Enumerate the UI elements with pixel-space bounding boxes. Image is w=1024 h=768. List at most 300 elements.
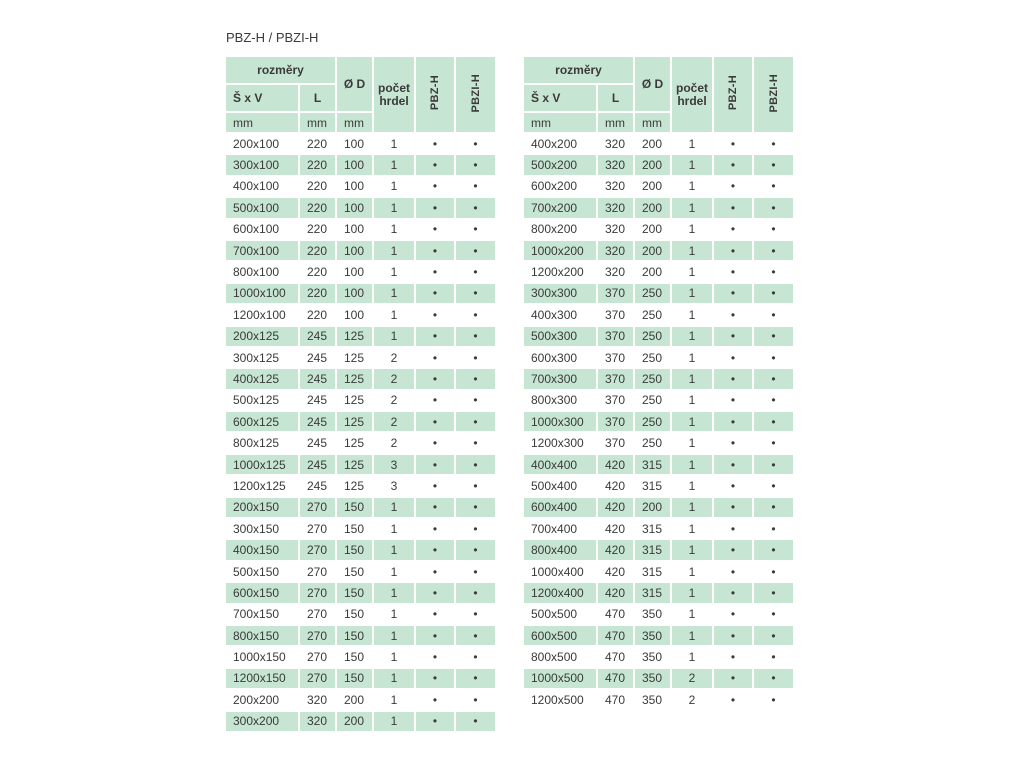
pbz-h-bullet-cell: • [730,265,736,280]
dimension-cell: 1000x400 [531,564,584,579]
pbz-h-bullet-cell: • [416,412,454,431]
length-cell: 420 [605,521,626,536]
diameter-cell: 100 [337,155,372,174]
table-row [524,669,793,688]
table-row [524,540,793,559]
length-cell: 320 [598,241,633,260]
dimension-cell: 800x400 [524,540,596,559]
dimension-cell: 500x200 [524,155,596,174]
dimension-cell: 1000x125 [226,455,298,474]
dimension-cell: 1200x125 [233,478,286,493]
outlet-count-cell: 2 [390,350,398,365]
length-cell: 270 [307,607,328,622]
pbzi-h-bullet-cell: • [473,222,478,237]
length-cell: 370 [598,327,633,346]
header-diameter: Ø D [337,57,372,111]
diameter-cell: 150 [337,626,372,645]
length-cell: 270 [300,669,335,688]
pbzi-h-bullet-cell: • [473,521,478,536]
length-cell: 420 [605,564,626,579]
outlet-count-cell: 2 [374,412,414,431]
pbz-h-bullet-cell: • [730,607,736,622]
length-cell: 245 [300,455,335,474]
table-row [226,540,495,559]
pbz-h-bullet-cell: • [432,350,438,365]
pbz-h-bullet-cell: • [714,455,752,474]
pbzi-h-bullet-cell: • [456,669,495,688]
outlet-count-cell: 1 [390,692,398,707]
dimension-cell: 200x150 [226,498,298,517]
pbz-h-bullet-cell: • [416,712,454,731]
pbz-h-bullet-cell: • [416,241,454,260]
length-cell: 470 [605,692,626,707]
pbzi-h-bullet-cell: • [754,498,793,517]
table-row [226,455,495,474]
outlet-count-cell: 1 [688,179,696,194]
dimension-cell: 1000x150 [233,650,286,665]
table-row [524,562,793,581]
diameter-cell: 125 [344,478,365,493]
table-row [226,476,495,495]
length-cell: 270 [300,498,335,517]
table-row [524,284,793,303]
dimension-cell: 300x150 [233,521,280,536]
table-row [226,327,495,346]
diameter-cell: 250 [635,327,670,346]
pbzi-h-bullet-cell: • [473,650,478,665]
pbzi-h-bullet-cell: • [456,327,495,346]
pbz-h-bullet-cell: • [416,455,454,474]
length-cell: 270 [300,540,335,559]
pbz-h-bullet-cell: • [714,498,752,517]
dimension-cell: 700x100 [226,241,298,260]
outlet-count-cell: 1 [688,564,696,579]
length-cell: 270 [307,521,328,536]
table-row [524,476,793,495]
dimension-cell: 200x100 [233,136,280,151]
pbz-h-bullet-cell: • [714,540,752,559]
pbzi-h-vertical-label: PBZI-H [767,73,780,113]
diameter-cell: 200 [635,241,670,260]
table-row [524,412,793,431]
diameter-cell: 250 [642,350,663,365]
unit-label-sxv: mm [524,113,596,132]
pbz-h-bullet-cell: • [730,692,736,707]
pbz-h-bullet-cell: • [432,650,438,665]
outlet-count-cell: 1 [672,327,712,346]
pbzi-h-bullet-cell: • [456,198,495,217]
outlet-count-cell: 3 [390,478,398,493]
diameter-cell: 150 [344,607,365,622]
diameter-cell: 100 [337,241,372,260]
pbz-h-bullet-cell: • [432,136,438,151]
pbz-h-bullet-cell: • [714,327,752,346]
outlet-count-cell: 1 [374,583,414,602]
length-cell: 245 [300,369,335,388]
pbz-h-bullet-cell: • [416,155,454,174]
unit-label-l: mm [598,113,633,132]
length-cell: 420 [598,498,633,517]
pbz-h-bullet-cell: • [432,564,438,579]
dimension-cell: 700x150 [233,607,280,622]
table-row [524,690,793,709]
length-cell: 370 [598,369,633,388]
pbzi-h-bullet-cell: • [456,455,495,474]
pbz-h-bullet-cell: • [416,198,454,217]
pbzi-h-bullet-cell: • [771,692,776,707]
dimension-cell: 600x125 [226,412,298,431]
length-cell: 220 [307,136,328,151]
length-cell: 320 [605,222,626,237]
outlet-count-cell: 1 [390,521,398,536]
outlet-count-cell: 1 [390,265,398,280]
outlet-count-cell: 1 [672,412,712,431]
length-cell: 320 [598,198,633,217]
dimension-cell: 300x100 [226,155,298,174]
pbzi-h-bullet-cell: • [771,564,776,579]
outlet-count-cell: 1 [688,478,696,493]
outlet-count-cell: 1 [672,455,712,474]
dimension-cell: 1200x200 [531,265,584,280]
length-cell: 320 [307,692,328,707]
pbzi-h-bullet-cell: • [473,436,478,451]
length-cell: 220 [307,307,328,322]
table-row [226,391,495,410]
pbz-h-bullet-cell: • [730,564,736,579]
length-cell: 370 [605,307,626,322]
outlet-count-cell: 1 [672,583,712,602]
outlet-count-cell: 1 [374,327,414,346]
diameter-cell: 150 [344,650,365,665]
diameter-cell: 350 [635,669,670,688]
diameter-cell: 100 [337,198,372,217]
table-row [226,198,495,217]
dimension-cell: 1200x500 [531,692,584,707]
outlet-count-cell: 2 [374,369,414,388]
diameter-cell: 150 [337,669,372,688]
table-row [524,241,793,260]
dimension-cell: 800x100 [233,265,280,280]
diameter-cell: 200 [642,265,663,280]
pbzi-h-bullet-cell: • [456,626,495,645]
header-pbz-h [416,57,454,132]
outlet-count-cell: 1 [390,564,398,579]
table-row [226,134,495,153]
table-row [226,433,495,452]
table-row [226,241,495,260]
table-row [524,626,793,645]
pbz-h-bullet-cell: • [714,669,752,688]
outlet-count-cell: 1 [390,222,398,237]
pbzi-h-bullet-cell: • [456,540,495,559]
table-row [524,327,793,346]
length-cell: 270 [300,583,335,602]
length-cell: 270 [307,650,328,665]
length-cell: 320 [605,179,626,194]
diameter-cell: 315 [642,478,663,493]
pbz-h-bullet-cell: • [432,521,438,536]
dimension-cell: 500x300 [524,327,596,346]
table-row [226,262,495,281]
table-row [226,412,495,431]
diameter-cell: 250 [642,307,663,322]
outlet-count-cell: 1 [374,540,414,559]
length-cell: 470 [598,669,633,688]
pbzi-h-vertical-label: PBZI-H [469,73,482,113]
table-body-left [226,134,495,731]
diameter-cell: 350 [642,607,663,622]
page-title: PBZ-H / PBZI-H [226,30,319,45]
pbzi-h-bullet-cell: • [771,307,776,322]
dimension-cell: 300x200 [226,712,298,731]
pbzi-h-bullet-cell: • [754,455,793,474]
length-cell: 370 [598,412,633,431]
pbzi-h-bullet-cell: • [771,436,776,451]
outlet-count-cell: 1 [688,307,696,322]
diameter-cell: 200 [635,155,670,174]
pbz-h-bullet-cell: • [730,179,736,194]
length-cell: 220 [300,284,335,303]
pbzi-h-bullet-cell: • [473,307,478,322]
pbz-h-bullet-cell: • [714,284,752,303]
pbz-h-bullet-cell: • [714,412,752,431]
outlet-count-cell: 1 [688,436,696,451]
diameter-cell: 315 [642,564,663,579]
dimension-cell: 400x200 [531,136,578,151]
diameter-cell: 250 [635,412,670,431]
pbzi-h-bullet-cell: • [771,521,776,536]
table-row [226,583,495,602]
dimension-cell: 500x100 [226,198,298,217]
outlet-count-cell: 1 [688,265,696,280]
diameter-cell: 200 [344,692,365,707]
header-l: L [300,85,335,111]
pbzi-h-bullet-cell: • [771,350,776,365]
pbzi-h-bullet-cell: • [754,583,793,602]
length-cell: 370 [605,350,626,365]
pbz-h-bullet-cell: • [730,307,736,322]
pbz-h-bullet-cell: • [714,626,752,645]
unit-label-l: mm [300,113,335,132]
pbzi-h-bullet-cell: • [771,607,776,622]
pbzi-h-bullet-cell: • [456,155,495,174]
length-cell: 420 [598,583,633,602]
pbz-h-bullet-cell: • [730,478,736,493]
dimension-cell: 500x400 [531,478,578,493]
outlet-count-cell: 2 [390,393,398,408]
table-row [524,455,793,474]
length-cell: 220 [307,179,328,194]
table-row [226,284,495,303]
outlet-count-cell: 1 [688,136,696,151]
outlet-count-cell: 1 [672,369,712,388]
pbz-h-bullet-cell: • [730,650,736,665]
outlet-count-cell: 1 [688,650,696,665]
table-row [226,305,495,324]
diameter-cell: 125 [337,327,372,346]
header-row-3 [226,113,495,132]
diameter-cell: 250 [642,393,663,408]
dimension-cell: 800x500 [531,650,578,665]
diameter-cell: 100 [344,136,365,151]
pbzi-h-bullet-cell: • [754,327,793,346]
pbz-h-bullet-cell: • [730,136,736,151]
diameter-cell: 315 [635,455,670,474]
outlet-count-cell: 1 [390,136,398,151]
length-cell: 245 [307,436,328,451]
diameter-cell: 350 [642,692,663,707]
pbzi-h-bullet-cell: • [456,284,495,303]
outlet-count-cell: 1 [374,241,414,260]
pbz-h-bullet-cell: • [432,222,438,237]
pbz-h-bullet-cell: • [416,327,454,346]
table-row [524,305,793,324]
length-cell: 220 [307,265,328,280]
diameter-cell: 150 [344,564,365,579]
pbz-h-bullet-cell: • [730,222,736,237]
pbzi-h-bullet-cell: • [771,393,776,408]
length-cell: 245 [307,350,328,365]
pbzi-h-bullet-cell: • [473,607,478,622]
pbzi-h-bullet-cell: • [473,692,478,707]
dimension-cell: 800x150 [226,626,298,645]
dimension-cell: 1200x400 [524,583,596,602]
length-cell: 320 [598,155,633,174]
table-row [524,369,793,388]
diameter-cell: 100 [344,265,365,280]
dimension-cell: 600x150 [226,583,298,602]
diameter-cell: 200 [642,179,663,194]
length-cell: 245 [307,478,328,493]
outlet-count-cell: 1 [390,179,398,194]
pbzi-h-bullet-cell: • [754,540,793,559]
outlet-count-cell: 3 [374,455,414,474]
length-cell: 245 [300,327,335,346]
table-row [226,220,495,239]
pbz-h-bullet-cell: • [432,179,438,194]
diameter-cell: 125 [337,455,372,474]
header-pbzi-h [754,57,793,132]
pbzi-h-bullet-cell: • [456,583,495,602]
diameter-cell: 350 [635,626,670,645]
length-cell: 320 [605,265,626,280]
outlet-count-cell: 1 [390,607,398,622]
table-row [524,391,793,410]
length-cell: 370 [605,436,626,451]
table-row [524,348,793,367]
table-row [226,605,495,624]
table-row [524,583,793,602]
diameter-cell: 150 [337,583,372,602]
pbz-h-bullet-cell: • [416,284,454,303]
pbz-h-bullet-cell: • [432,607,438,622]
pbzi-h-bullet-cell: • [771,265,776,280]
pbzi-h-bullet-cell: • [456,412,495,431]
dimension-cell: 600x100 [233,222,280,237]
outlet-count-cell: 1 [374,712,414,731]
dimension-cell: 1200x100 [233,307,286,322]
header-sxv: Š x V [524,85,596,111]
table-row [524,198,793,217]
dimension-cell: 600x200 [531,179,578,194]
header-diameter: Ø D [635,57,670,111]
outlet-count-cell: 1 [374,669,414,688]
table-row [524,155,793,174]
outlet-count-cell: 1 [374,198,414,217]
diameter-cell: 150 [344,521,365,536]
pbz-h-bullet-cell: • [416,669,454,688]
header-row-1 [226,57,495,83]
outlet-count-cell: 1 [672,626,712,645]
length-cell: 220 [307,222,328,237]
diameter-cell: 125 [344,436,365,451]
diameter-cell: 125 [337,369,372,388]
diameter-cell: 200 [635,198,670,217]
outlet-count-cell: 1 [688,222,696,237]
length-cell: 420 [598,540,633,559]
outlet-count-cell: 1 [374,155,414,174]
pbz-h-bullet-cell: • [416,369,454,388]
pbzi-h-bullet-cell: • [754,284,793,303]
dimension-cell: 800x300 [531,393,578,408]
outlet-count-cell: 2 [390,436,398,451]
diameter-cell: 250 [642,436,663,451]
pbz-h-vertical-label: PBZ-H [727,75,739,111]
unit-label-d: mm [635,113,670,132]
outlet-count-cell: 1 [374,626,414,645]
dimension-cell: 300x300 [524,284,596,303]
dimension-cell: 500x150 [233,564,280,579]
dimension-cell: 600x400 [524,498,596,517]
dimension-cell: 1000x500 [524,669,596,688]
pbz-h-bullet-cell: • [714,241,752,260]
dimension-cell: 400x300 [531,307,578,322]
length-cell: 420 [605,478,626,493]
diameter-cell: 125 [344,350,365,365]
table-row [226,712,495,731]
pbz-h-bullet-cell: • [416,583,454,602]
outlet-count-cell: 1 [374,284,414,303]
pbz-h-bullet-cell: • [432,265,438,280]
table-row [524,498,793,517]
table-header [226,57,495,132]
table-row [524,433,793,452]
outlet-count-cell: 1 [374,498,414,517]
dimension-cell: 400x125 [226,369,298,388]
pbzi-h-bullet-cell: • [754,669,793,688]
dimension-cell: 1000x200 [524,241,596,260]
outlet-count-cell: 2 [688,692,696,707]
pbzi-h-bullet-cell: • [473,564,478,579]
table-row [226,519,495,538]
diameter-cell: 200 [337,712,372,731]
diameter-cell: 315 [635,583,670,602]
pbz-h-bullet-cell: • [432,307,438,322]
length-cell: 470 [598,626,633,645]
outlet-count-cell: 1 [390,650,398,665]
unit-label-sxv: mm [226,113,298,132]
pbzi-h-bullet-cell: • [771,179,776,194]
length-cell: 270 [307,564,328,579]
dimension-cell: 400x400 [524,455,596,474]
pbzi-h-bullet-cell: • [771,478,776,493]
dimension-cell: 500x125 [233,393,280,408]
pbz-h-bullet-cell: • [714,155,752,174]
length-cell: 370 [605,393,626,408]
pbzi-h-bullet-cell: • [473,265,478,280]
table-row [226,155,495,174]
outlet-count-cell: 1 [672,540,712,559]
